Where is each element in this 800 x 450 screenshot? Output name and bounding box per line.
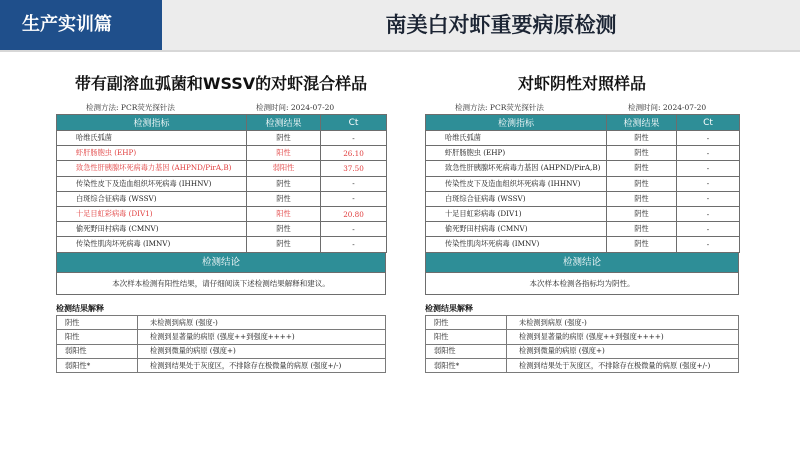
indicator-cell: 白斑综合征病毒 (WSSV)	[57, 191, 247, 206]
indicator-cell: 虾肝肠胞虫 (EHP)	[57, 146, 247, 161]
indicator-cell: 白斑综合征病毒 (WSSV)	[426, 191, 607, 206]
result-cell: 阴性	[247, 176, 321, 191]
term-cell: 阳性	[57, 330, 138, 344]
header-bar	[0, 0, 800, 50]
result-cell: 阴性	[247, 191, 321, 206]
section-tag: 生产实训篇	[0, 0, 162, 50]
right-conclusion-header: 检测结论	[425, 253, 739, 273]
left-method: 检测方法: PCR荧光探针法	[86, 103, 175, 112]
desc-cell: 检测到显著量的病原 (强度++到强度++++)	[138, 330, 386, 344]
indicator-cell: 哈维氏弧菌	[57, 131, 247, 146]
col-indicator: 检测指标	[426, 115, 607, 131]
indicator-cell: 致急性肝胰腺坏死病毒力基因 (AHPND/PirA,B)	[426, 161, 607, 176]
table-row	[57, 161, 387, 176]
ct-cell: -	[677, 176, 740, 191]
interpretation-table	[56, 315, 386, 373]
table-row	[57, 131, 387, 146]
table-header-row	[57, 115, 387, 131]
right-date: 检测时间: 2024-07-20	[628, 103, 707, 112]
ct-cell: 20.80	[321, 206, 387, 221]
desc-cell: 检测到微量的病原 (强度+)	[138, 344, 386, 358]
right-results-table	[425, 114, 740, 253]
ct-cell: -	[677, 146, 740, 161]
table-row	[57, 191, 387, 206]
left-conclusion-text: 本次样本检测有阳性结果，请仔细阅读下述检测结果解释和建议。	[56, 273, 386, 295]
table-row	[426, 176, 740, 191]
table-row	[426, 330, 739, 344]
indicator-cell: 偷死野田村病毒 (CMNV)	[426, 222, 607, 237]
ct-cell: -	[677, 222, 740, 237]
table-row	[426, 358, 739, 372]
left-panel-title: 带有副溶血弧菌和WSSV的对虾混合样品	[74, 74, 368, 93]
table-header-row	[426, 115, 740, 131]
result-cell: 阳性	[247, 146, 321, 161]
ct-cell: -	[321, 237, 387, 252]
indicator-cell: 偷死野田村病毒 (CMNV)	[57, 222, 247, 237]
interpretation-title: 检测结果解释	[425, 304, 473, 313]
result-cell: 阴性	[247, 222, 321, 237]
result-cell: 阳性	[247, 206, 321, 221]
desc-cell: 检测到结果处于灰度区，不排除存在极微量的病原 (强度+/-)	[138, 358, 386, 372]
desc-cell: 检测到微量的病原 (强度+)	[507, 344, 739, 358]
ct-cell: -	[677, 191, 740, 206]
col-result: 检测结果	[247, 115, 321, 131]
ct-cell: -	[321, 131, 387, 146]
table-row	[426, 344, 739, 358]
ct-cell: -	[677, 161, 740, 176]
table-row	[57, 222, 387, 237]
table-row	[57, 344, 386, 358]
table-row	[57, 316, 386, 330]
table-row	[426, 146, 740, 161]
result-cell: 阴性	[607, 176, 677, 191]
desc-cell: 未检测到病原 (强度-)	[138, 316, 386, 330]
ct-cell: -	[677, 131, 740, 146]
indicator-cell: 虾肝肠胞虫 (EHP)	[426, 146, 607, 161]
term-cell: 弱阳性*	[57, 358, 138, 372]
left-meta	[56, 100, 386, 114]
result-cell: 阴性	[607, 191, 677, 206]
ct-cell: 37.50	[321, 161, 387, 176]
right-report-panel	[425, 72, 739, 295]
table-row	[426, 191, 740, 206]
table-row	[57, 176, 387, 191]
term-cell: 阳性	[426, 330, 507, 344]
term-cell: 弱阳性	[57, 344, 138, 358]
term-cell: 阴性	[57, 316, 138, 330]
result-cell: 阴性	[607, 161, 677, 176]
term-cell: 阴性	[426, 316, 507, 330]
desc-cell: 检测到结果处于灰度区，不排除存在极微量的病原 (强度+/-)	[507, 358, 739, 372]
right-interpretation	[425, 302, 739, 373]
result-cell: 阴性	[607, 237, 677, 252]
interpretation-table	[425, 315, 739, 373]
table-row	[57, 206, 387, 221]
table-row	[426, 206, 740, 221]
indicator-cell: 传染性皮下及造血组织坏死病毒 (IHHNV)	[426, 176, 607, 191]
term-cell: 弱阳性	[426, 344, 507, 358]
desc-cell: 检测到显著量的病原 (强度++到强度++++)	[507, 330, 739, 344]
ct-cell: -	[321, 176, 387, 191]
left-date: 检测时间: 2024-07-20	[256, 103, 335, 112]
result-cell: 阴性	[607, 206, 677, 221]
ct-cell: -	[677, 206, 740, 221]
left-results-table	[56, 114, 387, 253]
page-title: 南美白对虾重要病原检测	[385, 13, 617, 37]
indicator-cell: 传染性肌肉坏死病毒 (IMNV)	[426, 237, 607, 252]
left-interpretation	[56, 302, 386, 373]
term-cell: 弱阳性*	[426, 358, 507, 372]
col-result: 检测结果	[607, 115, 677, 131]
result-cell: 阴性	[607, 131, 677, 146]
indicator-cell: 传染性皮下及造血组织坏死病毒 (IHHNV)	[57, 176, 247, 191]
result-cell: 阴性	[247, 237, 321, 252]
desc-cell: 未检测到病原 (强度-)	[507, 316, 739, 330]
header-divider	[0, 50, 800, 52]
right-panel-title: 对虾阴性对照样品	[517, 74, 646, 93]
result-cell: 弱阳性	[247, 161, 321, 176]
result-cell: 阴性	[607, 146, 677, 161]
table-row	[426, 131, 740, 146]
table-row	[57, 146, 387, 161]
table-row	[426, 222, 740, 237]
indicator-cell: 哈维氏弧菌	[426, 131, 607, 146]
indicator-cell: 传染性肌肉坏死病毒 (IMNV)	[57, 237, 247, 252]
right-meta	[425, 100, 739, 114]
ct-cell: -	[321, 191, 387, 206]
table-row	[426, 161, 740, 176]
table-row	[426, 237, 740, 252]
indicator-cell: 致急性肝胰腺坏死病毒力基因 (AHPND/PirA,B)	[57, 161, 247, 176]
right-conclusion-text: 本次样本检测各指标均为阴性。	[425, 273, 739, 295]
right-method: 检测方法: PCR荧光探针法	[455, 103, 544, 112]
indicator-cell: 十足目虹彩病毒 (DIV1)	[426, 206, 607, 221]
table-row	[57, 358, 386, 372]
col-ct: Ct	[677, 115, 740, 131]
result-cell: 阴性	[247, 131, 321, 146]
left-conclusion-header: 检测结论	[56, 253, 386, 273]
table-row	[57, 237, 387, 252]
result-cell: 阴性	[607, 222, 677, 237]
interpretation-title: 检测结果解释	[56, 304, 104, 313]
ct-cell: -	[321, 222, 387, 237]
ct-cell: 26.10	[321, 146, 387, 161]
indicator-cell: 十足目虹彩病毒 (DIV1)	[57, 206, 247, 221]
table-row	[426, 316, 739, 330]
col-ct: Ct	[321, 115, 387, 131]
left-report-panel	[56, 72, 386, 295]
ct-cell: -	[677, 237, 740, 252]
col-indicator: 检测指标	[57, 115, 247, 131]
table-row	[57, 330, 386, 344]
